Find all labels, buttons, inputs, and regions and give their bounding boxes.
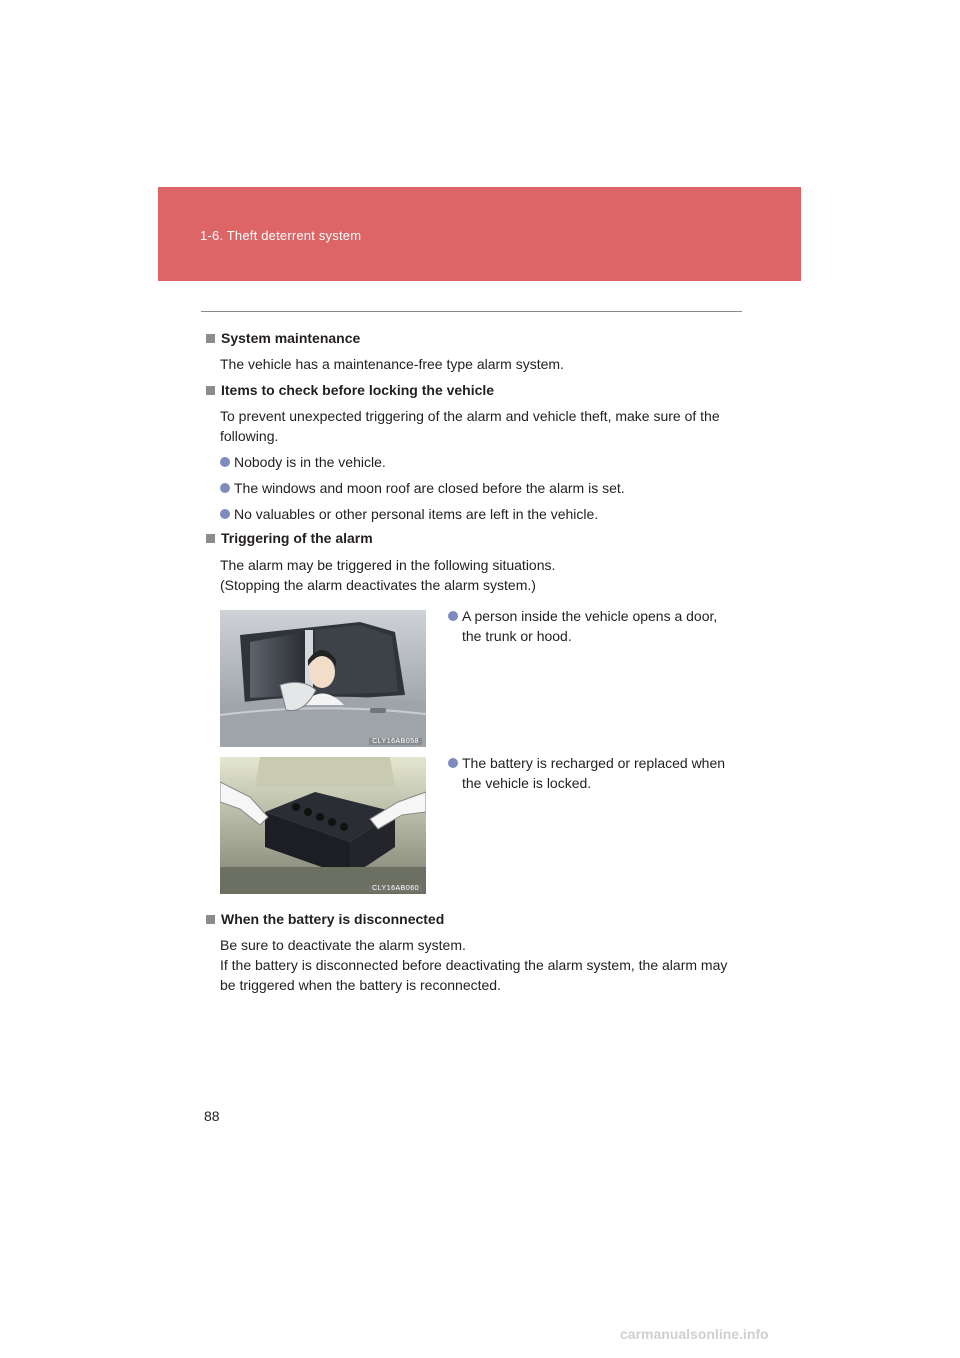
page-number: 88 (204, 1108, 220, 1124)
check-body (220, 406, 740, 446)
square-bullet-icon (206, 915, 215, 924)
bullet-dot-icon (220, 457, 230, 467)
section-title: 1-6. Theft deterrent system (200, 228, 362, 243)
list-item: The windows and moon roof are closed before the alarm is set. (220, 478, 740, 498)
list-item (448, 753, 738, 793)
chapter-header (158, 187, 801, 281)
heading-text: Items to check before locking the vehicle (221, 382, 495, 398)
heading-battery-disconnected (206, 911, 444, 927)
triggering-body (220, 555, 740, 595)
body-line: To prevent unexpected triggering of the alarm and vehicle theft, make sure of the (220, 408, 720, 424)
battery-body (220, 935, 740, 995)
illustration-person-in-vehicle (220, 610, 426, 747)
divider-line (201, 311, 742, 312)
body-line: be triggered when the battery is reconnected. (220, 977, 501, 993)
body-line: following. (220, 428, 279, 444)
image-code: CLY16AB060 (369, 885, 422, 892)
item-line: A person inside the vehicle opens a door, (462, 608, 718, 624)
heading-system-maintenance (206, 330, 360, 346)
heading-text: System maintenance (221, 330, 361, 346)
bullet-dot-icon (448, 611, 458, 621)
square-bullet-icon (206, 534, 215, 543)
heading-text: Triggering of the alarm (221, 530, 373, 546)
item-line: the trunk or hood. (462, 628, 572, 644)
body-line: If the battery is disconnected before deactivating the alarm system, the alarm may (220, 957, 728, 973)
list-item: No valuables or other personal items are left in the vehicle. (220, 504, 740, 524)
body-line: The vehicle has a maintenance-free type alarm system. (220, 356, 564, 372)
image-code: CLY16AB058 (369, 738, 422, 745)
body-line: (Stopping the alarm deactivates the alarm system.) (220, 577, 536, 593)
car-door-illustration (220, 610, 426, 747)
bullet-dot-icon (220, 483, 230, 493)
heading-items-to-check (206, 382, 494, 398)
square-bullet-icon (206, 386, 215, 395)
heading-triggering (206, 530, 373, 546)
bullet-dot-icon (220, 509, 230, 519)
bullet-dot-icon (448, 758, 458, 768)
heading-text: When the battery is disconnected (221, 911, 445, 927)
list-item (448, 606, 738, 646)
battery-illustration (220, 757, 426, 894)
body-line: Be sure to deactivate the alarm system. (220, 937, 466, 953)
maintenance-body (220, 354, 740, 374)
illustration-battery-replacement (220, 757, 426, 894)
item-line: the vehicle is locked. (462, 775, 592, 791)
watermark: carmanualsonline.info (620, 1326, 769, 1342)
square-bullet-icon (206, 334, 215, 343)
list-item: Nobody is in the vehicle. (220, 452, 740, 472)
item-line: The battery is recharged or replaced when (462, 755, 726, 771)
body-line: The alarm may be triggered in the following situations. (220, 557, 556, 573)
